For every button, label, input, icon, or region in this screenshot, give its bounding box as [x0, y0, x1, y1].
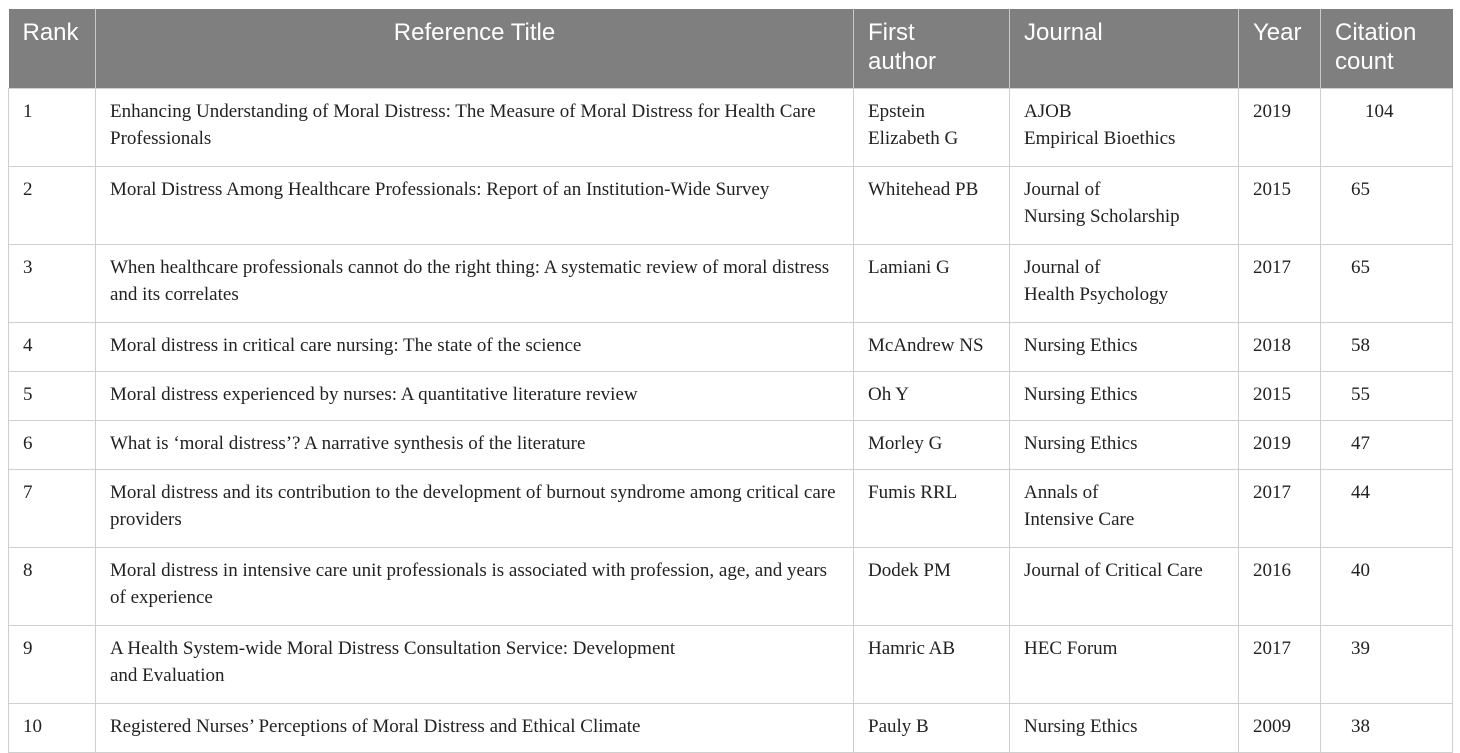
table-row [9, 167, 1453, 245]
cell-journal-line2: Empirical Bioethics [1024, 128, 1176, 149]
cell-author: McAndrew NS [854, 323, 1010, 372]
cell-title [96, 626, 854, 704]
cell-journal-line1: Annals of [1024, 482, 1099, 503]
table-body [9, 89, 1453, 753]
cell-journal-line2: Health Psychology [1024, 284, 1169, 305]
table-row [9, 89, 1453, 167]
cell-rank: 7 [9, 470, 96, 548]
cell-rank: 6 [9, 421, 96, 470]
cell-citation-count: 40 [1321, 548, 1453, 626]
cell-title: Moral distress experienced by nurses: A quantitative literature review [96, 372, 854, 421]
cell-citation-count: 104 [1321, 89, 1453, 167]
cell-journal: Nursing Ethics [1010, 421, 1239, 470]
cell-journal: Nursing Ethics [1010, 323, 1239, 372]
cell-year: 2016 [1239, 548, 1321, 626]
cell-citation-count: 44 [1321, 470, 1453, 548]
cell-citation-count: 65 [1321, 245, 1453, 323]
table-row [9, 626, 1453, 704]
header-rank: Rank [9, 9, 96, 89]
header-citation-count [1321, 9, 1453, 89]
cell-rank: 10 [9, 704, 96, 753]
cell-journal-line2: Intensive Care [1024, 509, 1135, 530]
cell-rank: 4 [9, 323, 96, 372]
table-row [9, 421, 1453, 470]
header-citation-count-line1: Citation [1335, 19, 1417, 46]
cell-citation-count: 47 [1321, 421, 1453, 470]
cell-title-line2: and Evaluation [110, 665, 225, 686]
cell-title: When healthcare professionals cannot do the right thing: A systematic review of moral distress and its correlates [96, 245, 854, 323]
cell-journal [1010, 167, 1239, 245]
cell-citation-count: 65 [1321, 167, 1453, 245]
cell-author: Lamiani G [854, 245, 1010, 323]
table-row [9, 323, 1453, 372]
cell-author: Morley G [854, 421, 1010, 470]
header-journal: Journal [1010, 9, 1239, 89]
cell-citation-count: 39 [1321, 626, 1453, 704]
cell-year: 2015 [1239, 167, 1321, 245]
cell-journal [1010, 470, 1239, 548]
cell-year: 2019 [1239, 421, 1321, 470]
header-first-author-line2: author [868, 48, 937, 75]
cell-title-line1: A Health System-wide Moral Distress Consultation Service: Development [110, 638, 676, 659]
cell-journal: Nursing Ethics [1010, 372, 1239, 421]
cell-citation-count: 58 [1321, 323, 1453, 372]
header-reference-title: Reference Title [96, 9, 854, 89]
cell-rank: 2 [9, 167, 96, 245]
cell-rank: 9 [9, 626, 96, 704]
header-year: Year [1239, 9, 1321, 89]
cell-title: Registered Nurses’ Perceptions of Moral Distress and Ethical Climate [96, 704, 854, 753]
cell-year: 2009 [1239, 704, 1321, 753]
table-wrapper [8, 9, 1453, 753]
table-row [9, 548, 1453, 626]
header-row [9, 9, 1453, 89]
cell-author: Pauly B [854, 704, 1010, 753]
cell-author [854, 89, 1010, 167]
cell-citation-count: 55 [1321, 372, 1453, 421]
cell-year: 2017 [1239, 626, 1321, 704]
cell-title: Moral distress in critical care nursing: The state of the science [96, 323, 854, 372]
cell-title: Moral Distress Among Healthcare Professionals: Report of an Institution-Wide Survey [96, 167, 854, 245]
table-row [9, 470, 1453, 548]
cell-title: What is ‘moral distress’? A narrative synthesis of the literature [96, 421, 854, 470]
cell-rank: 1 [9, 89, 96, 167]
cell-citation-count: 38 [1321, 704, 1453, 753]
cell-journal: Nursing Ethics [1010, 704, 1239, 753]
cell-author: Whitehead PB [854, 167, 1010, 245]
cell-author-line2: Elizabeth G [868, 128, 959, 149]
cell-year: 2018 [1239, 323, 1321, 372]
cell-year: 2017 [1239, 245, 1321, 323]
cell-title: Moral distress and its contribution to the development of burnout syndrome among critical care providers [96, 470, 854, 548]
cell-year: 2015 [1239, 372, 1321, 421]
table-row [9, 245, 1453, 323]
cell-rank: 5 [9, 372, 96, 421]
table-header [9, 9, 1453, 89]
cell-title: Enhancing Understanding of Moral Distress: The Measure of Moral Distress for Health Care Professionals [96, 89, 854, 167]
cell-journal-line1: Journal of [1024, 179, 1101, 200]
cell-journal [1010, 89, 1239, 167]
header-first-author-line1: First [868, 19, 915, 46]
cell-journal: Journal of Critical Care [1010, 548, 1239, 626]
table-row [9, 372, 1453, 421]
cell-journal-line1: AJOB [1024, 101, 1072, 122]
table-row [9, 704, 1453, 753]
cell-author: Dodek PM [854, 548, 1010, 626]
cell-author-line1: Epstein [868, 101, 925, 122]
cell-year: 2019 [1239, 89, 1321, 167]
cell-title: Moral distress in intensive care unit professionals is associated with profession, age, and years of experience [96, 548, 854, 626]
cell-author: Hamric AB [854, 626, 1010, 704]
cell-journal: HEC Forum [1010, 626, 1239, 704]
cell-journal-line2: Nursing Scholarship [1024, 206, 1180, 227]
cell-rank: 3 [9, 245, 96, 323]
cell-rank: 8 [9, 548, 96, 626]
cell-author: Fumis RRL [854, 470, 1010, 548]
cell-journal [1010, 245, 1239, 323]
cell-author: Oh Y [854, 372, 1010, 421]
header-first-author [854, 9, 1010, 89]
header-citation-count-line2: count [1335, 48, 1394, 75]
cell-journal-line1: Journal of [1024, 257, 1101, 278]
cell-year: 2017 [1239, 470, 1321, 548]
citation-table [8, 9, 1453, 753]
